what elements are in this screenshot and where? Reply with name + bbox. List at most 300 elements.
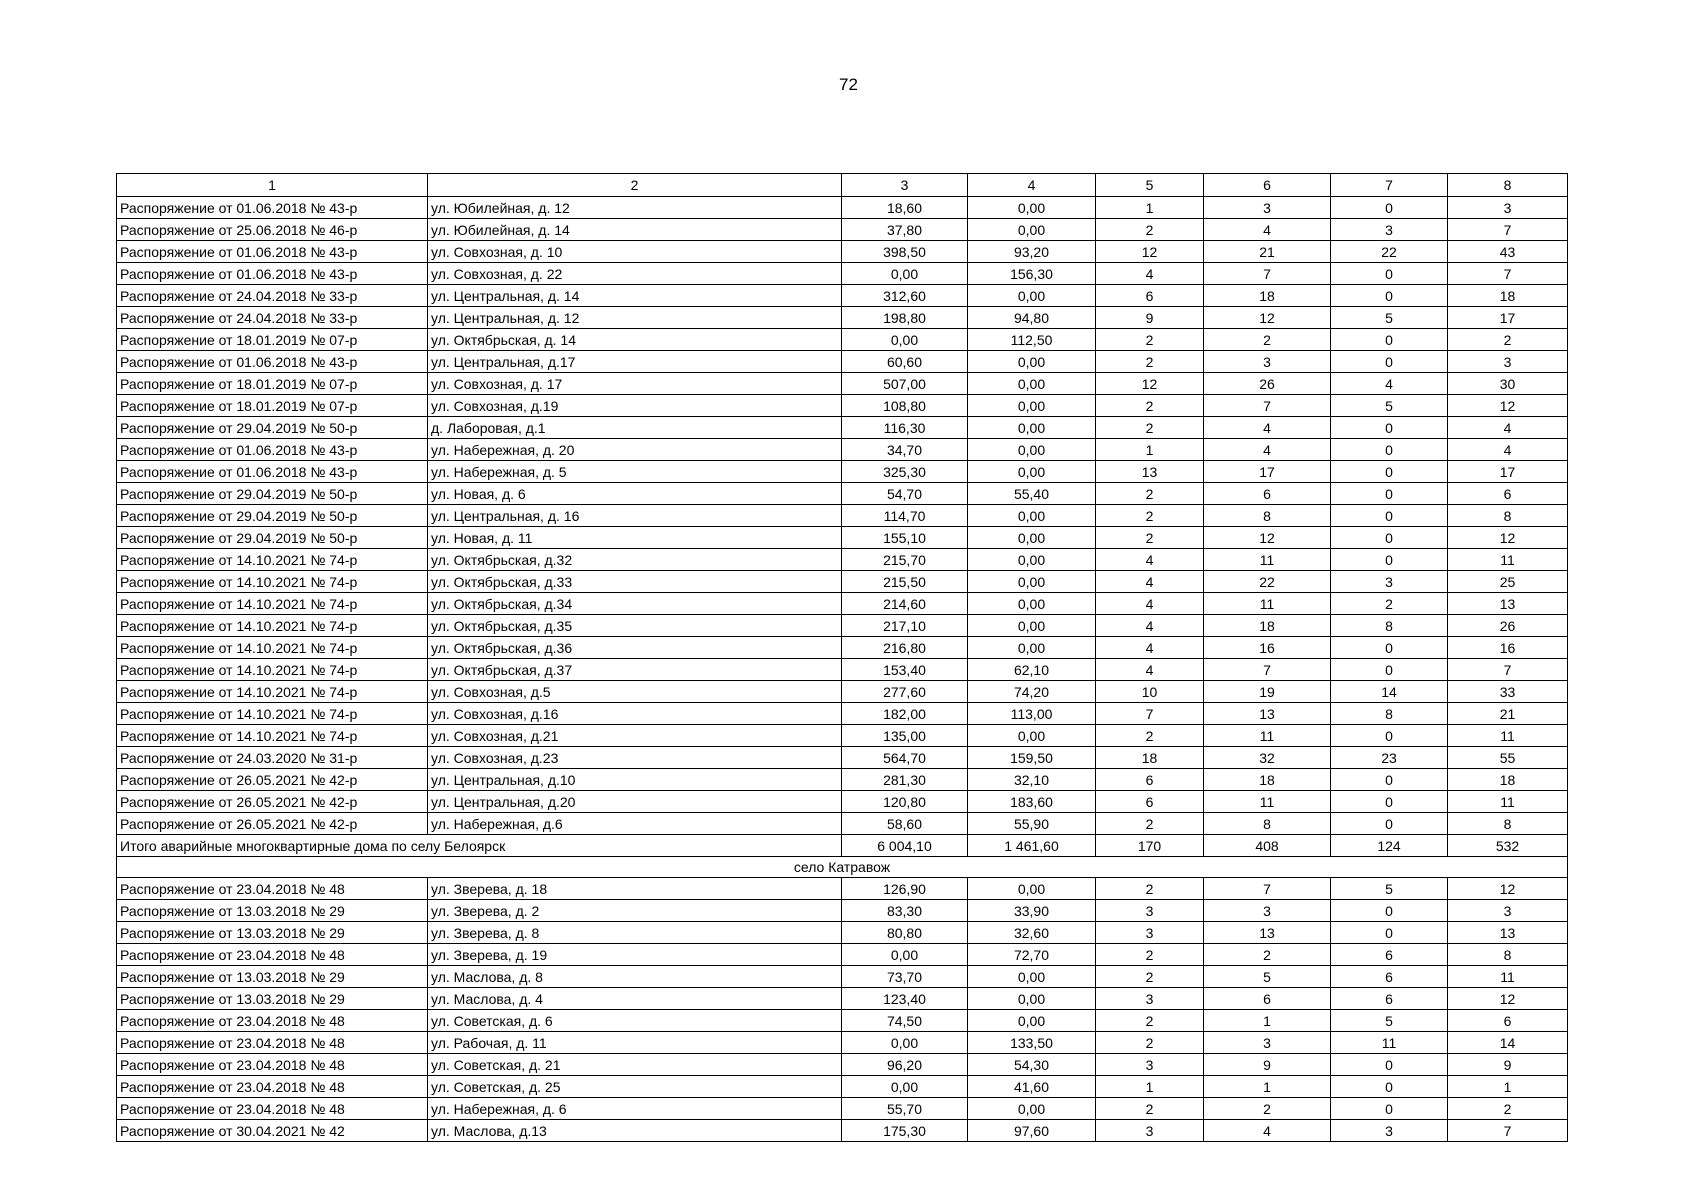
- address-cell: ул. Новая, д. 6: [428, 483, 842, 505]
- document-cell: Распоряжение от 14.10.2021 № 74-р: [117, 637, 428, 659]
- count-cell: 6: [1096, 791, 1204, 813]
- document-cell: Распоряжение от 13.03.2018 № 29: [117, 988, 428, 1010]
- count-cell: 0: [1331, 285, 1448, 307]
- count-cell: 16: [1204, 637, 1331, 659]
- value-cell: 175,30: [842, 1120, 968, 1142]
- column-number-header: 5: [1096, 174, 1204, 197]
- count-cell: 2: [1096, 966, 1204, 988]
- count-cell: 0: [1331, 549, 1448, 571]
- count-cell: 6: [1204, 483, 1331, 505]
- count-cell: 3: [1096, 900, 1204, 922]
- count-cell: 6: [1448, 483, 1568, 505]
- address-cell: ул. Совхозная, д.19: [428, 395, 842, 417]
- count-cell: 11: [1448, 725, 1568, 747]
- count-cell: 1: [1204, 1076, 1331, 1098]
- value-cell: 0,00: [968, 527, 1096, 549]
- count-cell: 4: [1204, 219, 1331, 241]
- housing-table: [116, 173, 1568, 1142]
- address-cell: ул. Совхозная, д. 22: [428, 263, 842, 285]
- value-cell: 34,70: [842, 439, 968, 461]
- table-row: [117, 505, 1568, 527]
- value-cell: 116,30: [842, 417, 968, 439]
- document-cell: Распоряжение от 29.04.2019 № 50-р: [117, 505, 428, 527]
- count-cell: 25: [1448, 571, 1568, 593]
- value-cell: 0,00: [968, 197, 1096, 219]
- table-row: [117, 922, 1568, 944]
- count-cell: 0: [1331, 329, 1448, 351]
- document-cell: Распоряжение от 23.04.2018 № 48: [117, 1098, 428, 1120]
- document-cell: Распоряжение от 14.10.2021 № 74-р: [117, 615, 428, 637]
- count-cell: 4: [1448, 417, 1568, 439]
- table-row: [117, 241, 1568, 263]
- value-cell: 83,30: [842, 900, 968, 922]
- address-cell: ул. Юбилейная, д. 14: [428, 219, 842, 241]
- address-cell: ул. Маслова, д. 4: [428, 988, 842, 1010]
- section-row: [117, 857, 1568, 878]
- count-cell: 3: [1204, 1032, 1331, 1054]
- count-cell: 11: [1448, 549, 1568, 571]
- table-row: [117, 593, 1568, 615]
- document-cell: Распоряжение от 26.05.2021 № 42-р: [117, 769, 428, 791]
- count-cell: 8: [1448, 944, 1568, 966]
- table-row: [117, 373, 1568, 395]
- address-cell: ул. Советская, д. 25: [428, 1076, 842, 1098]
- value-cell: 0,00: [968, 395, 1096, 417]
- address-cell: ул. Октябрьская, д.33: [428, 571, 842, 593]
- count-cell: 9: [1096, 307, 1204, 329]
- count-cell: 3: [1204, 900, 1331, 922]
- table-row: [117, 944, 1568, 966]
- count-cell: 22: [1331, 241, 1448, 263]
- count-cell: 23: [1331, 747, 1448, 769]
- count-cell: 0: [1331, 1076, 1448, 1098]
- value-cell: 398,50: [842, 241, 968, 263]
- value-cell: 33,90: [968, 900, 1096, 922]
- count-cell: 11: [1448, 791, 1568, 813]
- header-row: [117, 174, 1568, 197]
- table-row: [117, 725, 1568, 747]
- table-row: [117, 1098, 1568, 1120]
- address-cell: ул. Октябрьская, д.34: [428, 593, 842, 615]
- count-cell: 4: [1096, 659, 1204, 681]
- count-cell: 11: [1204, 725, 1331, 747]
- value-cell: 55,70: [842, 1098, 968, 1120]
- document-cell: Распоряжение от 29.04.2019 № 50-р: [117, 527, 428, 549]
- count-cell: 2: [1096, 351, 1204, 373]
- address-cell: ул. Зверева, д. 8: [428, 922, 842, 944]
- address-cell: ул. Совхозная, д. 10: [428, 241, 842, 263]
- count-cell: 32: [1204, 747, 1331, 769]
- address-cell: ул. Набережная, д. 6: [428, 1098, 842, 1120]
- count-cell: 7: [1448, 1120, 1568, 1142]
- value-cell: 0,00: [968, 1010, 1096, 1032]
- document-cell: Распоряжение от 23.04.2018 № 48: [117, 1032, 428, 1054]
- value-cell: 0,00: [842, 329, 968, 351]
- count-cell: 7: [1204, 878, 1331, 900]
- address-cell: ул. Новая, д. 11: [428, 527, 842, 549]
- table-row: [117, 1032, 1568, 1054]
- count-cell: 3: [1448, 351, 1568, 373]
- count-cell: 12: [1096, 373, 1204, 395]
- count-cell: 26: [1204, 373, 1331, 395]
- count-cell: 14: [1331, 681, 1448, 703]
- count-cell: 4: [1096, 571, 1204, 593]
- count-cell: 12: [1448, 878, 1568, 900]
- value-cell: 198,80: [842, 307, 968, 329]
- count-cell: 2: [1096, 878, 1204, 900]
- address-cell: ул. Октябрьская, д.32: [428, 549, 842, 571]
- count-cell: 3: [1331, 219, 1448, 241]
- count-cell: 4: [1096, 615, 1204, 637]
- value-cell: 215,70: [842, 549, 968, 571]
- count-cell: 3: [1331, 1120, 1448, 1142]
- value-cell: 0,00: [968, 637, 1096, 659]
- count-cell: 3: [1096, 1120, 1204, 1142]
- count-cell: 1: [1096, 197, 1204, 219]
- value-cell: 0,00: [968, 549, 1096, 571]
- value-cell: 54,70: [842, 483, 968, 505]
- count-cell: 12: [1448, 395, 1568, 417]
- address-cell: ул. Совхозная, д.5: [428, 681, 842, 703]
- count-cell: 10: [1096, 681, 1204, 703]
- total-value-cell: 6 004,10: [842, 835, 968, 857]
- table-row: [117, 197, 1568, 219]
- table-row: [117, 549, 1568, 571]
- count-cell: 12: [1096, 241, 1204, 263]
- address-cell: ул. Совхозная, д.21: [428, 725, 842, 747]
- count-cell: 0: [1331, 769, 1448, 791]
- count-cell: 11: [1204, 593, 1331, 615]
- address-cell: ул. Совхозная, д.23: [428, 747, 842, 769]
- document-cell: Распоряжение от 18.01.2019 № 07-р: [117, 373, 428, 395]
- count-cell: 11: [1448, 966, 1568, 988]
- count-cell: 2: [1096, 813, 1204, 835]
- count-cell: 0: [1331, 461, 1448, 483]
- document-cell: Распоряжение от 23.04.2018 № 48: [117, 1054, 428, 1076]
- document-cell: Распоряжение от 23.04.2018 № 48: [117, 1076, 428, 1098]
- count-cell: 1: [1204, 1010, 1331, 1032]
- table-row: [117, 219, 1568, 241]
- count-cell: 2: [1096, 527, 1204, 549]
- document-cell: Распоряжение от 24.04.2018 № 33-р: [117, 285, 428, 307]
- document-cell: Распоряжение от 01.06.2018 № 43-р: [117, 439, 428, 461]
- value-cell: 0,00: [968, 461, 1096, 483]
- count-cell: 0: [1331, 527, 1448, 549]
- address-cell: ул. Зверева, д. 19: [428, 944, 842, 966]
- document-cell: Распоряжение от 14.10.2021 № 74-р: [117, 725, 428, 747]
- count-cell: 0: [1331, 637, 1448, 659]
- count-cell: 9: [1204, 1054, 1331, 1076]
- count-cell: 4: [1096, 263, 1204, 285]
- count-cell: 6: [1331, 944, 1448, 966]
- count-cell: 1: [1096, 1076, 1204, 1098]
- count-cell: 4: [1331, 373, 1448, 395]
- document-cell: Распоряжение от 23.04.2018 № 48: [117, 944, 428, 966]
- table-row: [117, 263, 1568, 285]
- document-cell: Распоряжение от 13.03.2018 № 29: [117, 900, 428, 922]
- document-cell: Распоряжение от 29.04.2019 № 50-р: [117, 417, 428, 439]
- column-number-header: 2: [428, 174, 842, 197]
- value-cell: 114,70: [842, 505, 968, 527]
- value-cell: 133,50: [968, 1032, 1096, 1054]
- document-cell: Распоряжение от 30.04.2021 № 42: [117, 1120, 428, 1142]
- value-cell: 108,80: [842, 395, 968, 417]
- count-cell: 18: [1448, 285, 1568, 307]
- count-cell: 2: [1096, 395, 1204, 417]
- value-cell: 0,00: [842, 263, 968, 285]
- count-cell: 2: [1096, 1098, 1204, 1120]
- count-cell: 17: [1448, 307, 1568, 329]
- value-cell: 123,40: [842, 988, 968, 1010]
- count-cell: 2: [1096, 725, 1204, 747]
- count-cell: 43: [1448, 241, 1568, 263]
- address-cell: ул. Набережная, д.6: [428, 813, 842, 835]
- table-row: [117, 791, 1568, 813]
- value-cell: 74,50: [842, 1010, 968, 1032]
- count-cell: 7: [1204, 659, 1331, 681]
- value-cell: 0,00: [968, 351, 1096, 373]
- table-row: [117, 395, 1568, 417]
- address-cell: ул. Советская, д. 6: [428, 1010, 842, 1032]
- value-cell: 54,30: [968, 1054, 1096, 1076]
- address-cell: ул. Центральная, д.17: [428, 351, 842, 373]
- table-row: [117, 878, 1568, 900]
- document-cell: Распоряжение от 23.04.2018 № 48: [117, 878, 428, 900]
- column-number-header: 3: [842, 174, 968, 197]
- address-cell: ул. Центральная, д.10: [428, 769, 842, 791]
- table-row: [117, 1010, 1568, 1032]
- document-cell: Распоряжение от 25.06.2018 № 46-р: [117, 219, 428, 241]
- value-cell: 41,60: [968, 1076, 1096, 1098]
- count-cell: 8: [1331, 703, 1448, 725]
- table-row: [117, 285, 1568, 307]
- address-cell: ул. Центральная, д.20: [428, 791, 842, 813]
- count-cell: 13: [1204, 703, 1331, 725]
- value-cell: 277,60: [842, 681, 968, 703]
- address-cell: ул. Советская, д. 21: [428, 1054, 842, 1076]
- count-cell: 2: [1204, 944, 1331, 966]
- count-cell: 2: [1331, 593, 1448, 615]
- address-cell: ул. Маслова, д.13: [428, 1120, 842, 1142]
- address-cell: ул. Рабочая, д. 11: [428, 1032, 842, 1054]
- table-row: [117, 1076, 1568, 1098]
- address-cell: ул. Центральная, д. 16: [428, 505, 842, 527]
- count-cell: 55: [1448, 747, 1568, 769]
- value-cell: 93,20: [968, 241, 1096, 263]
- count-cell: 9: [1448, 1054, 1568, 1076]
- address-cell: ул. Юбилейная, д. 12: [428, 197, 842, 219]
- value-cell: 72,70: [968, 944, 1096, 966]
- count-cell: 13: [1448, 922, 1568, 944]
- table-row: [117, 769, 1568, 791]
- table-row: [117, 747, 1568, 769]
- count-cell: 3: [1096, 1054, 1204, 1076]
- count-cell: 16: [1448, 637, 1568, 659]
- count-cell: 7: [1204, 263, 1331, 285]
- document-cell: Распоряжение от 14.10.2021 № 74-р: [117, 549, 428, 571]
- count-cell: 0: [1331, 1054, 1448, 1076]
- count-cell: 4: [1448, 439, 1568, 461]
- count-cell: 5: [1331, 1010, 1448, 1032]
- table-row: [117, 615, 1568, 637]
- count-cell: 2: [1096, 944, 1204, 966]
- count-cell: 0: [1331, 900, 1448, 922]
- value-cell: 0,00: [968, 615, 1096, 637]
- count-cell: 8: [1204, 505, 1331, 527]
- value-cell: 55,90: [968, 813, 1096, 835]
- address-cell: ул. Набережная, д. 5: [428, 461, 842, 483]
- value-cell: 0,00: [968, 725, 1096, 747]
- table-row: [117, 461, 1568, 483]
- column-number-header: 1: [117, 174, 428, 197]
- count-cell: 8: [1448, 813, 1568, 835]
- address-cell: ул. Маслова, д. 8: [428, 966, 842, 988]
- value-cell: 214,60: [842, 593, 968, 615]
- count-cell: 4: [1096, 637, 1204, 659]
- document-cell: Распоряжение от 13.03.2018 № 29: [117, 966, 428, 988]
- count-cell: 6: [1331, 988, 1448, 1010]
- value-cell: 507,00: [842, 373, 968, 395]
- value-cell: 0,00: [968, 966, 1096, 988]
- count-cell: 0: [1331, 813, 1448, 835]
- table-body: [117, 174, 1568, 1142]
- value-cell: 97,60: [968, 1120, 1096, 1142]
- total-value-cell: 124: [1331, 835, 1448, 857]
- count-cell: 18: [1096, 747, 1204, 769]
- value-cell: 0,00: [968, 571, 1096, 593]
- count-cell: 17: [1448, 461, 1568, 483]
- count-cell: 6: [1096, 285, 1204, 307]
- document-cell: Распоряжение от 14.10.2021 № 74-р: [117, 681, 428, 703]
- table-row: [117, 527, 1568, 549]
- count-cell: 0: [1331, 505, 1448, 527]
- table-row: [117, 1054, 1568, 1076]
- count-cell: 5: [1331, 878, 1448, 900]
- table-row: [117, 681, 1568, 703]
- total-value-cell: 532: [1448, 835, 1568, 857]
- document-cell: Распоряжение от 14.10.2021 № 74-р: [117, 659, 428, 681]
- count-cell: 1: [1448, 1076, 1568, 1098]
- count-cell: 8: [1331, 615, 1448, 637]
- count-cell: 3: [1448, 197, 1568, 219]
- value-cell: 55,40: [968, 483, 1096, 505]
- column-number-header: 4: [968, 174, 1096, 197]
- value-cell: 0,00: [968, 439, 1096, 461]
- count-cell: 2: [1096, 1010, 1204, 1032]
- document-cell: Распоряжение от 01.06.2018 № 43-р: [117, 241, 428, 263]
- table-row: [117, 637, 1568, 659]
- value-cell: 159,50: [968, 747, 1096, 769]
- count-cell: 2: [1204, 329, 1331, 351]
- count-cell: 4: [1204, 1120, 1331, 1142]
- value-cell: 0,00: [842, 944, 968, 966]
- count-cell: 2: [1096, 329, 1204, 351]
- value-cell: 74,20: [968, 681, 1096, 703]
- value-cell: 0,00: [968, 285, 1096, 307]
- document-cell: Распоряжение от 01.06.2018 № 43-р: [117, 263, 428, 285]
- count-cell: 2: [1096, 219, 1204, 241]
- count-cell: 12: [1204, 307, 1331, 329]
- value-cell: 113,00: [968, 703, 1096, 725]
- total-label: Итого аварийные многоквартирные дома по селу Белоярск: [117, 835, 842, 857]
- count-cell: 0: [1331, 659, 1448, 681]
- count-cell: 11: [1204, 791, 1331, 813]
- count-cell: 0: [1331, 197, 1448, 219]
- document-cell: Распоряжение от 18.01.2019 № 07-р: [117, 329, 428, 351]
- table-row: [117, 659, 1568, 681]
- table-row: [117, 329, 1568, 351]
- total-value-cell: 170: [1096, 835, 1204, 857]
- count-cell: 18: [1204, 615, 1331, 637]
- count-cell: 0: [1331, 417, 1448, 439]
- value-cell: 215,50: [842, 571, 968, 593]
- page-number: 72: [839, 75, 858, 94]
- count-cell: 4: [1204, 417, 1331, 439]
- count-cell: 5: [1331, 307, 1448, 329]
- count-cell: 2: [1448, 329, 1568, 351]
- table-row: [117, 417, 1568, 439]
- count-cell: 3: [1204, 351, 1331, 373]
- value-cell: 182,00: [842, 703, 968, 725]
- address-cell: ул. Центральная, д. 14: [428, 285, 842, 307]
- value-cell: 0,00: [842, 1076, 968, 1098]
- count-cell: 3: [1204, 197, 1331, 219]
- value-cell: 564,70: [842, 747, 968, 769]
- value-cell: 0,00: [968, 417, 1096, 439]
- count-cell: 13: [1096, 461, 1204, 483]
- count-cell: 17: [1204, 461, 1331, 483]
- table-row: [117, 307, 1568, 329]
- count-cell: 18: [1448, 769, 1568, 791]
- count-cell: 2: [1096, 417, 1204, 439]
- address-cell: ул. Совхозная, д. 17: [428, 373, 842, 395]
- count-cell: 18: [1204, 285, 1331, 307]
- count-cell: 13: [1204, 922, 1331, 944]
- value-cell: 155,10: [842, 527, 968, 549]
- count-cell: 12: [1204, 527, 1331, 549]
- count-cell: 11: [1204, 549, 1331, 571]
- value-cell: 94,80: [968, 307, 1096, 329]
- address-cell: ул. Октябрьская, д.35: [428, 615, 842, 637]
- total-value-cell: 1 461,60: [968, 835, 1096, 857]
- document-cell: Распоряжение от 18.01.2019 № 07-р: [117, 395, 428, 417]
- count-cell: 7: [1204, 395, 1331, 417]
- count-cell: 7: [1448, 263, 1568, 285]
- count-cell: 0: [1331, 483, 1448, 505]
- document-cell: Распоряжение от 01.06.2018 № 43-р: [117, 461, 428, 483]
- count-cell: 0: [1331, 439, 1448, 461]
- value-cell: 312,60: [842, 285, 968, 307]
- count-cell: 6: [1096, 769, 1204, 791]
- count-cell: 13: [1448, 593, 1568, 615]
- section-title: село Катравож: [117, 857, 1568, 878]
- document-cell: Распоряжение от 24.03.2020 № 31-р: [117, 747, 428, 769]
- document-cell: Распоряжение от 13.03.2018 № 29: [117, 922, 428, 944]
- address-cell: ул. Центральная, д. 12: [428, 307, 842, 329]
- count-cell: 4: [1096, 549, 1204, 571]
- document-cell: Распоряжение от 26.05.2021 № 42-р: [117, 791, 428, 813]
- address-cell: д. Лаборовая, д.1: [428, 417, 842, 439]
- total-row: [117, 835, 1568, 857]
- document-cell: Распоряжение от 29.04.2019 № 50-р: [117, 483, 428, 505]
- table-row: [117, 483, 1568, 505]
- count-cell: 30: [1448, 373, 1568, 395]
- value-cell: 60,60: [842, 351, 968, 373]
- value-cell: 80,80: [842, 922, 968, 944]
- total-value-cell: 408: [1204, 835, 1331, 857]
- count-cell: 21: [1204, 241, 1331, 263]
- value-cell: 153,40: [842, 659, 968, 681]
